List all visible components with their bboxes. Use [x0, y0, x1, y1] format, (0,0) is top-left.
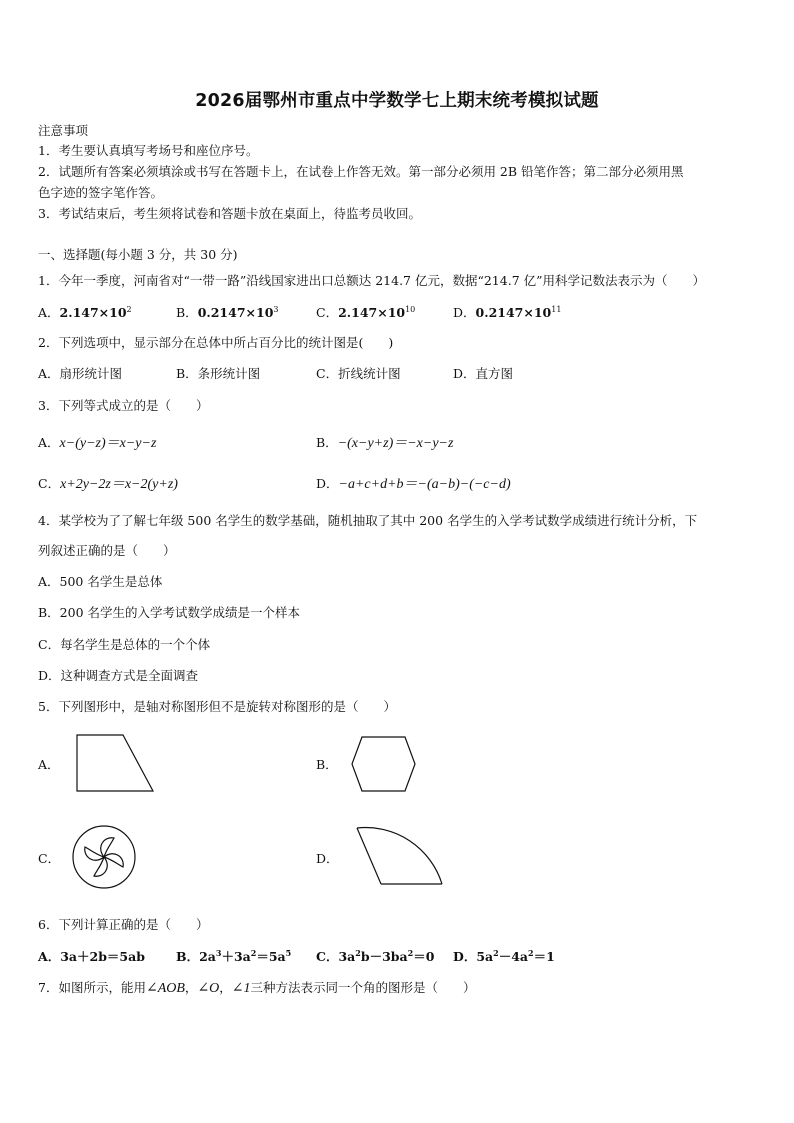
q6-stem: 6．下列计算正确的是（ ）	[38, 917, 209, 932]
q5-option-b-label: B．	[316, 757, 338, 772]
q6-option-d: D．$5a^2-4a^2=1$	[453, 948, 555, 964]
q5-option-c-label: C．	[38, 851, 61, 866]
q1-option-b: B．$0.2147\times 10^3$	[176, 305, 279, 320]
q3-stem: 3．下列等式成立的是（ ）	[38, 398, 209, 413]
q2-option-a: A．扇形统计图	[38, 366, 123, 381]
right-trapezoid-figure	[77, 735, 153, 791]
q2-option-b: B．条形统计图	[176, 366, 261, 381]
q1-option-a: A．$2.147\times 10^2$	[38, 305, 132, 320]
q2-option-c: C．折线统计图	[316, 366, 401, 381]
q2-stem: 2．下列选项中，显示部分在总体中所占百分比的统计图是( )	[38, 335, 394, 350]
section-heading: 一、选择题(每小题 3 分，共 30 分)	[38, 247, 238, 262]
notice-line-2-cont: 色字迹的签字笔作答。	[38, 185, 164, 200]
q6-option-b: B．$2a^3+3a^2=5a^5$	[176, 948, 292, 964]
q1-option-d: D．$0.2147\times 10^{11}$	[453, 305, 562, 320]
q1-stem: 1．今年一季度，河南省对“一带一路”沿线国家进出口总额达 214.7 亿元，数据“214.7 亿”用科学记数法表示为（ ）	[38, 273, 706, 288]
notice-line-1: 1．考生要认真填写考场号和座位序号。	[38, 143, 259, 158]
q4-option-d: D．这种调查方式是全面调查	[38, 668, 199, 683]
q6-option-c: C．$3a^2b-3ba^2=0$	[316, 948, 435, 964]
hexagon-figure	[352, 737, 415, 791]
page-title: 2026届鄂州市重点中学数学七上期末统考模拟试题	[195, 91, 599, 111]
q4-stem-line-2: 列叙述正确的是（ ）	[38, 543, 176, 558]
sector-figure	[357, 828, 442, 884]
q4-option-a: A．500 名学生是总体	[38, 574, 163, 589]
q5-option-a-label: A．	[38, 757, 60, 772]
q4-option-c: C．每名学生是总体的一个个体	[38, 637, 211, 652]
q7-stem: 7．如图所示，能用∠AOB，∠O，∠1三种方法表示同一个角的图形是（ ）	[38, 980, 476, 996]
q6-option-a: A．3a＋2b＝5ab	[38, 949, 145, 964]
q5-stem: 5．下列图形中，是轴对称图形但不是旋转对称图形的是（ ）	[38, 699, 396, 714]
pinwheel-circle-figure	[73, 826, 135, 888]
q3-option-b: B．−(x−y+z)＝−x−y−z	[316, 435, 454, 451]
q3-option-d: D．−a+c+d+b＝−(a−b)−(−c−d)	[316, 476, 511, 492]
q1-option-c: C．$2.147\times 10^{10}$	[316, 305, 416, 320]
q4-option-b: B．200 名学生的入学考试数学成绩是一个样本	[38, 605, 301, 620]
q4-stem-line-1: 4．某学校为了了解七年级 500 名学生的数学基础，随机抽取了其中 200 名学生的入学考试数学成绩进行统计分析，下	[38, 513, 698, 528]
q5-option-d-label: D．	[316, 851, 339, 866]
q3-option-a: A．x−(y−z)＝x−y−z	[38, 435, 157, 451]
q2-option-d: D．直方图	[453, 366, 514, 381]
notice-line-3: 3．考试结束后，考生须将试卷和答题卡放在桌面上，待监考员收回。	[38, 206, 421, 221]
notice-line-2: 2．试题所有答案必须填涂或书写在答题卡上，在试卷上作答无效。第一部分必须用 2B 铅笔作答；第二部分必须用黑	[38, 164, 684, 179]
q3-option-c: C．x+2y−2z＝x−2(y+z)	[38, 476, 178, 492]
notice-heading: 注意事项	[38, 123, 89, 138]
